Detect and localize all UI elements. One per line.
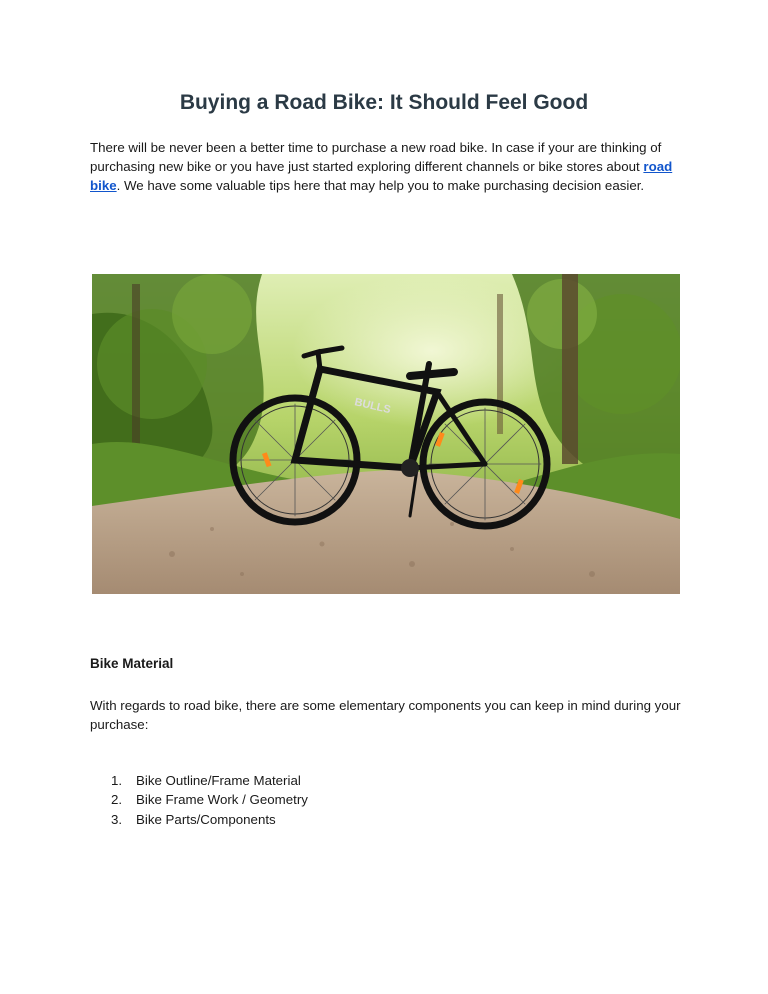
list-item <box>111 790 308 809</box>
page-title: Buying a Road Bike: It Should Feel Good <box>179 91 589 114</box>
intro-text-before: There will be never been a better time to purchase a new road bike. In case if your are thinking of purchasing new bike or you have just started exploring different channels or bike stores about <box>90 140 662 174</box>
list-item-number: 3. <box>111 811 123 827</box>
section-paragraph: With regards to road bike, there are some elementary components you can keep in mind during your purchase: <box>90 698 681 732</box>
list-item-number: 2. <box>111 792 123 808</box>
section-heading: Bike Material <box>90 656 174 671</box>
list-item-text: Bike Outline/Frame Material <box>136 773 301 788</box>
bike-photo <box>92 274 680 594</box>
list-item-number: 1. <box>111 773 123 788</box>
list-item <box>111 771 308 790</box>
list-item-text: Bike Frame Work / Geometry <box>136 792 308 808</box>
list-item <box>111 810 308 829</box>
intro-paragraph <box>90 138 690 195</box>
intro-text-after: . We have some valuable tips here that may help you to make purchasing decision easier. <box>116 178 645 193</box>
list-item-text: Bike Parts/Components <box>136 811 276 827</box>
road-bike-link[interactable]: road bike <box>90 159 673 193</box>
component-list <box>111 771 308 829</box>
frame-decal-text: BULLS <box>353 396 392 417</box>
